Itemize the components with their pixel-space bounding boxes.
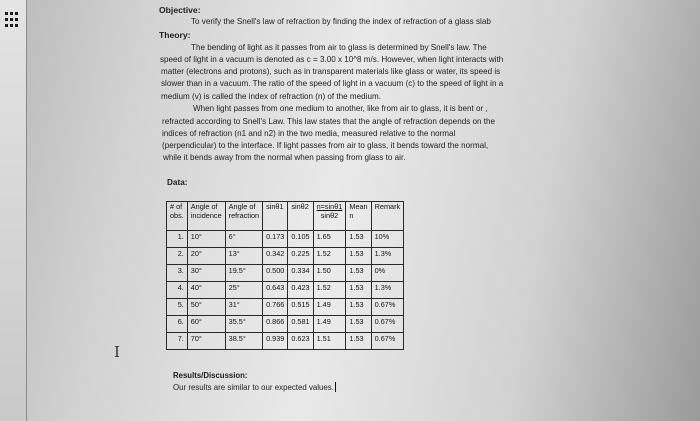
- theory-p2-line-3: indices of refraction (n1 and n2) in the two media, measured relative to the normal: [162, 129, 456, 138]
- results-heading: Results/Discussion:: [173, 371, 248, 380]
- cell-mean-n: 1.53: [346, 248, 371, 265]
- cell-n: 1.65: [313, 231, 346, 248]
- cell-incidence: 30°: [187, 265, 225, 282]
- cell-sin2: 0.423: [288, 282, 313, 299]
- theory-p1-line-1: The bending of light as it passes from air to glass is determined by Snell's law. The: [191, 43, 487, 52]
- table-row: [167, 333, 404, 350]
- cell-remark: 0.67%: [371, 316, 404, 333]
- table-header-row: [167, 202, 404, 231]
- table-row: [167, 231, 404, 248]
- cell-refraction: 19.5°: [225, 265, 262, 282]
- cell-refraction: 13°: [225, 248, 262, 265]
- results-line[interactable]: [173, 382, 336, 393]
- cell-sin1: 0.939: [263, 333, 288, 350]
- cell-n: 1.52: [313, 248, 346, 265]
- cell-refraction: 25°: [225, 282, 262, 299]
- sidebar-divider: [26, 0, 27, 421]
- table-row: [167, 248, 404, 265]
- cell-remark: 0%: [371, 265, 404, 282]
- cell-mean-n: 1.53: [346, 231, 371, 248]
- cell-incidence: 50°: [187, 299, 225, 316]
- cell-sin1: 0.500: [263, 265, 288, 282]
- table-row: [167, 299, 404, 316]
- data-table: [166, 201, 404, 350]
- cell-refraction: 6°: [225, 231, 262, 248]
- cell-sin2: 0.515: [288, 299, 313, 316]
- theory-p1-line-4: slower than in a vacuum. The ratio of the speed of light in a vacuum (c) to the speed of light in a: [161, 79, 504, 88]
- cell-obs: 3.: [167, 265, 188, 282]
- theory-p2-line-2: refracted according to Snell's Law. This law states that the angle of refraction depends on the: [162, 117, 495, 126]
- cell-remark: 10%: [371, 231, 404, 248]
- cell-sin1: 0.342: [263, 248, 288, 265]
- cell-mean-n: 1.53: [346, 265, 371, 282]
- cell-obs: 4.: [167, 282, 188, 299]
- header-sin1: sinθ1: [263, 202, 288, 231]
- cell-n: 1.52: [313, 282, 346, 299]
- header-mean-n: Mean n: [346, 202, 371, 231]
- cell-mean-n: 1.53: [346, 282, 371, 299]
- theory-p1-line-2: speed of light in a vacuum is denoted as c = 3.00 x 10^8 m/s. However, when light interacts with: [160, 55, 504, 64]
- cell-obs: 1.: [167, 231, 188, 248]
- table-row: [167, 282, 404, 299]
- cell-sin1: 0.766: [263, 299, 288, 316]
- header-remark: Remark: [371, 202, 404, 231]
- cell-mean-n: 1.53: [346, 333, 371, 350]
- header-sin2: sinθ2: [288, 202, 313, 231]
- cell-incidence: 40°: [187, 282, 225, 299]
- left-toolbar: [0, 0, 26, 421]
- cell-refraction: 38.5°: [225, 333, 262, 350]
- cell-obs: 2.: [167, 248, 188, 265]
- header-incidence: Angle of incidence: [187, 202, 225, 231]
- cell-sin2: 0.623: [288, 333, 313, 350]
- header-refraction: Angle of refraction: [225, 202, 262, 231]
- cell-incidence: 20°: [187, 248, 225, 265]
- cell-incidence: 60°: [187, 316, 225, 333]
- cell-n: 1.49: [313, 299, 346, 316]
- cell-sin1: 0.866: [263, 316, 288, 333]
- cell-mean-n: 1.53: [346, 316, 371, 333]
- objective-text: To verify the Snell's law of refraction by finding the index of refraction of a glass slab: [191, 17, 491, 26]
- data-heading: Data:: [167, 178, 188, 187]
- results-text: Our results are similar to our expected values.: [173, 383, 334, 392]
- table-row: [167, 316, 404, 333]
- cell-sin2: 0.334: [288, 265, 313, 282]
- grid-menu-icon[interactable]: [5, 12, 19, 28]
- theory-p1-line-5: medium (v) is called the index of refraction (n) of the medium.: [161, 92, 381, 101]
- cell-sin2: 0.105: [288, 231, 313, 248]
- cell-n: 1.51: [313, 333, 346, 350]
- theory-p2-line-4: (perpendicular) to the interface. If light passes from air to glass, it bends toward the normal,: [162, 141, 489, 150]
- objective-heading: Objective:: [159, 5, 201, 15]
- cell-remark: 1.3%: [371, 282, 404, 299]
- cell-n: 1.49: [313, 316, 346, 333]
- cell-obs: 6.: [167, 316, 188, 333]
- text-caret: [335, 382, 336, 392]
- cell-obs: 7.: [167, 333, 188, 350]
- cell-n: 1.50: [313, 265, 346, 282]
- cell-sin2: 0.225: [288, 248, 313, 265]
- theory-p2-line-1: When light passes from one medium to another, like from air to glass, it is bent or ,: [193, 104, 488, 113]
- cell-mean-n: 1.53: [346, 299, 371, 316]
- cell-sin2: 0.581: [288, 316, 313, 333]
- cell-refraction: 31°: [225, 299, 262, 316]
- theory-p1-line-3: matter (electrons and protons), such as in transparent materials like glass or water, its speed is: [161, 67, 501, 76]
- cell-remark: 1.3%: [371, 248, 404, 265]
- cell-remark: 0.67%: [371, 333, 404, 350]
- cell-incidence: 70°: [187, 333, 225, 350]
- header-n: n=sinθ1 sinθ2: [313, 202, 346, 231]
- theory-heading: Theory:: [159, 30, 191, 40]
- cell-sin1: 0.643: [263, 282, 288, 299]
- cell-remark: 0.67%: [371, 299, 404, 316]
- text-cursor-icon: I: [114, 343, 120, 361]
- cell-obs: 5.: [167, 299, 188, 316]
- cell-refraction: 35.5°: [225, 316, 262, 333]
- table-row: [167, 265, 404, 282]
- header-obs: # of obs.: [167, 202, 188, 231]
- cell-sin1: 0.173: [263, 231, 288, 248]
- theory-p2-line-5: while it bends away from the normal when passing from glass to air.: [163, 153, 406, 162]
- cell-incidence: 10°: [187, 231, 225, 248]
